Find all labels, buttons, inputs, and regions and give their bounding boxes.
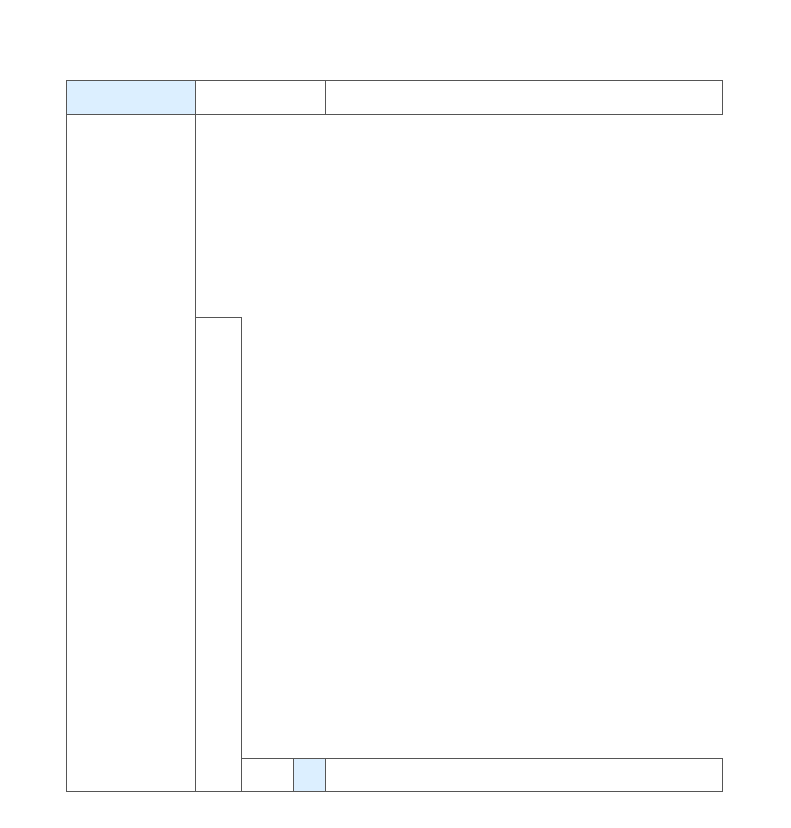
model-desc-cell bbox=[325, 80, 723, 115]
model-spacer-cell bbox=[195, 80, 326, 115]
model-code-cell bbox=[66, 80, 196, 115]
display-spacer-cell bbox=[241, 758, 294, 792]
display-desc-cell bbox=[325, 758, 723, 792]
output-empty-column bbox=[195, 317, 242, 792]
model-empty-column bbox=[66, 114, 196, 792]
display-code-cell bbox=[293, 758, 326, 792]
